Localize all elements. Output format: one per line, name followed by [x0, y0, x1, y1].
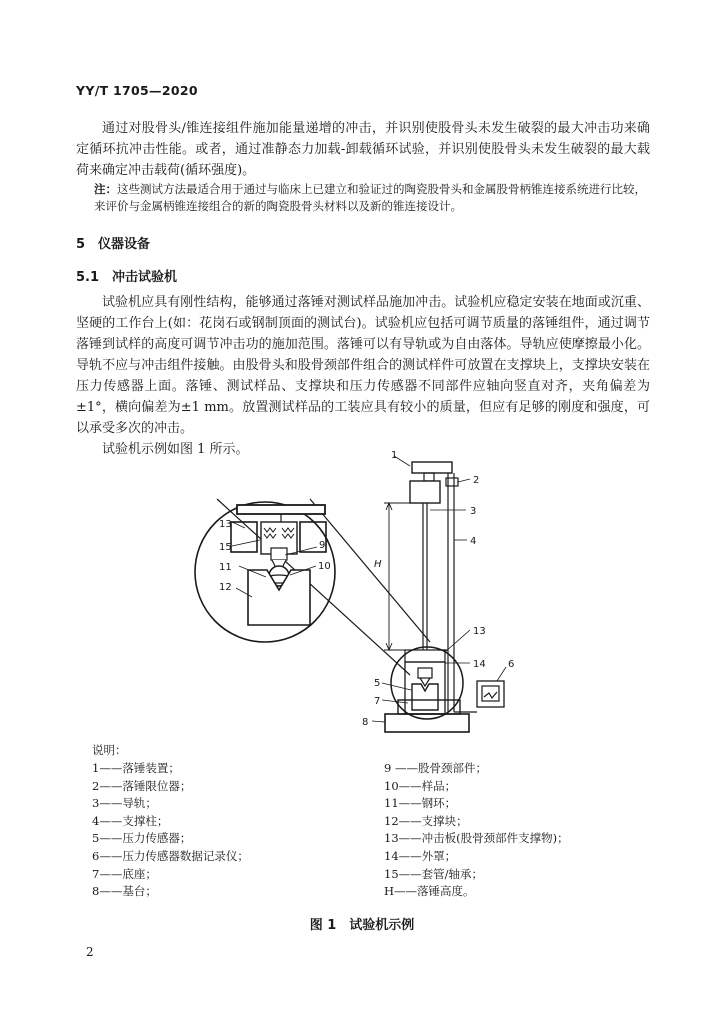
legend-item: 2——落锤限位器； — [92, 778, 192, 793]
legend-item: H——落锤高度。 — [384, 884, 475, 899]
callout-1: 1 — [391, 450, 398, 461]
standard-id: YY/T 1705—2020 — [76, 83, 198, 98]
note-text: 这些测试方法最适合用于通过与临床上已建立和验证过的陶瓷股骨头和金属股骨柄锥连接系统进行比较，来评价与金属柄锥连接组合的新的陶瓷股骨头材料以及新的锥连接设计。 — [94, 182, 646, 213]
legend-item: 9 ——股骨颈部件； — [384, 761, 487, 775]
legend-item: 1——落锤装置； — [92, 761, 180, 775]
callout-10: 10 — [318, 561, 331, 572]
figure-reference: 试验机示例如图 1 所示。 — [102, 442, 249, 457]
legend-item: 15——套管/轴承； — [384, 866, 484, 881]
legend-item: 14——外罩； — [384, 848, 457, 863]
height-dimension — [384, 503, 410, 650]
callout-13-detail: 13 — [219, 519, 232, 530]
callout-2: 2 — [473, 475, 480, 486]
section-5-1-paragraph: 试验机应具有刚性结构，能够通过落锤对测试样品施加冲击。试验机应稳定安装在地面或沉重、坚硬的工作台上(如：花岗石或钢制顶面的测试台)。试验机应包括可调节质量的落锤组件，通过调节落锤到试样的高度可调节冲击功的施加范围。落锤可以有导轨或为自由落体。导轨应使摩擦最小化。导轨不应与冲击组件接触。由股骨头和股骨颈部件组合的测试样件可放置在支撑块上，支撑块安装在压力传感器上面。落锤、测试样品、支撑块和压力传感器不同部件应轴向竖直对齐，夹角偏差为±1°，横向偏差为±1 mm。放置测试样品的工装应具有较小的质量，但应有足够的刚度和强度，可以承受多次的冲击。 — [76, 295, 650, 436]
callout-14: 14 — [473, 659, 486, 670]
callout-5: 5 — [374, 678, 381, 689]
machine-frame — [385, 462, 504, 732]
legend-item: 4——支撑柱； — [92, 813, 169, 828]
callout-7: 7 — [374, 696, 381, 707]
page-number: 2 — [86, 945, 94, 959]
legend-title: 说明： — [92, 743, 127, 757]
legend-item: 12——支撑块； — [384, 813, 468, 828]
legend-left-column — [92, 760, 249, 901]
intro-text: 通过对股骨头/锥连接组件施加能量递增的冲击，并识别使股骨头未发生破裂的最大冲击功来确定循环抗冲击性能。或者，通过准静态力加载-卸载循环试验，并识别使股骨头未发生破裂的最大载荷来确定冲击载荷(循环强度)。 — [76, 121, 650, 178]
figure-caption: 图 1 试验机示例 — [309, 918, 415, 933]
legend-item: 6——压力传感器数据记录仪； — [92, 848, 249, 863]
callout-4: 4 — [470, 536, 477, 547]
callout-13: 13 — [473, 626, 486, 637]
callout-11: 11 — [219, 562, 232, 573]
callout-12: 12 — [219, 582, 232, 593]
section-5-heading: 5 仪器设备 — [76, 237, 151, 252]
callout-15: 15 — [219, 542, 232, 553]
callout-8: 8 — [362, 717, 369, 728]
legend-item: 10——样品； — [384, 778, 457, 793]
legend-item: 13——冲击板(股骨颈部件支撑物)； — [384, 831, 569, 846]
detail-impact-plate — [231, 505, 326, 554]
section-5-1-heading: 5.1 冲击试验机 — [76, 270, 178, 285]
legend-item: 11——钢环； — [384, 796, 457, 811]
legend-item: 7——底座； — [92, 866, 157, 881]
legend-right-column — [384, 760, 569, 901]
legend-item: 8——基台； — [92, 884, 157, 899]
legend-item: 5——压力传感器； — [92, 831, 192, 846]
legend-item: 3——导轨； — [92, 796, 157, 811]
height-label: H — [374, 559, 382, 570]
callout-6: 6 — [508, 659, 515, 670]
callout-3: 3 — [470, 506, 477, 517]
callout-9: 9 — [319, 540, 326, 551]
note-label: 注： — [94, 182, 117, 196]
